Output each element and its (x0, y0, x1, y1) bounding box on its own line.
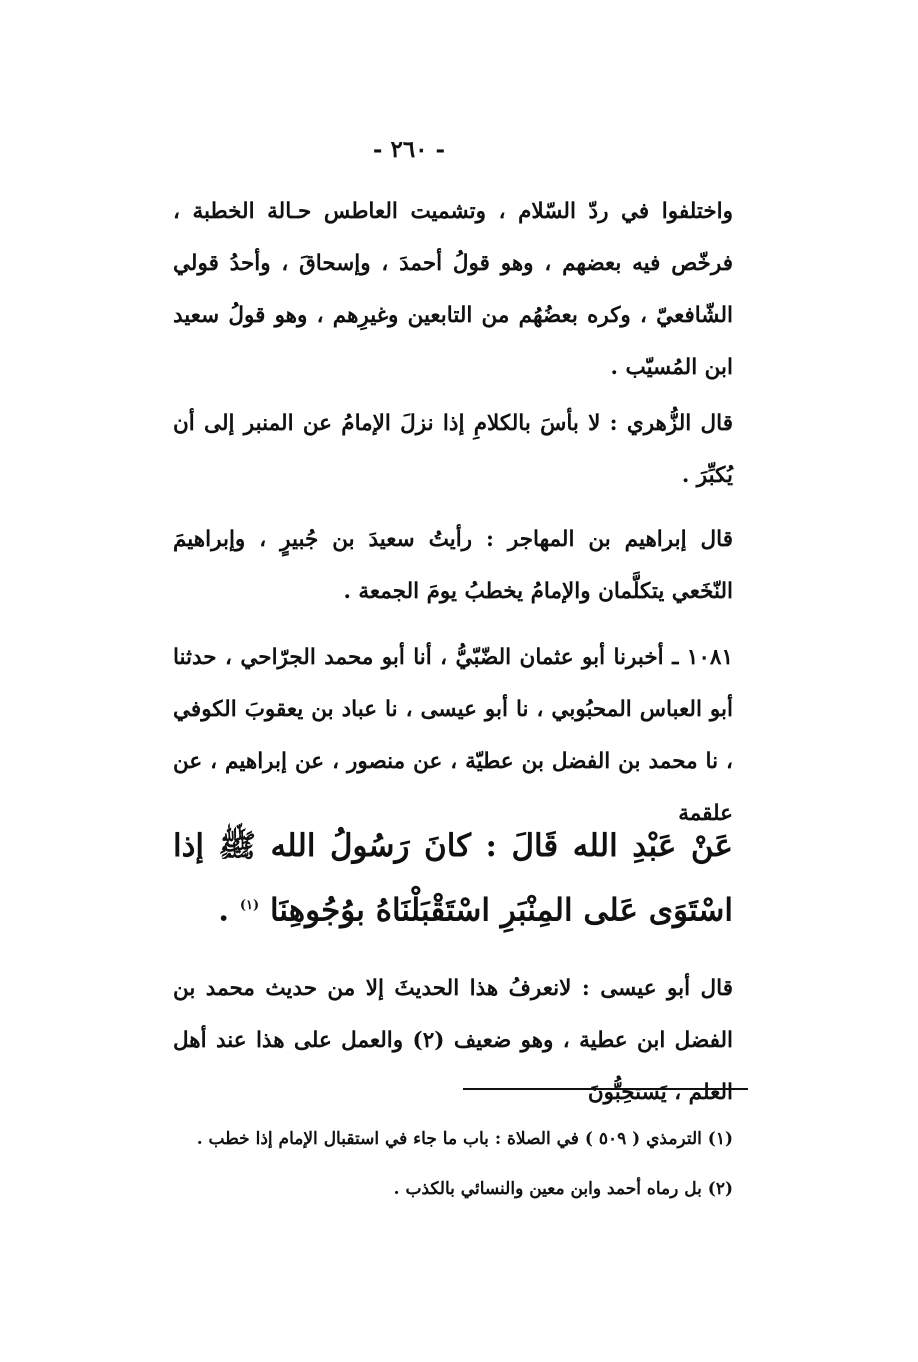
hadith-end-mark: . (218, 892, 230, 929)
hadith-body: عَنْ عَبْدِ الله قَالَ : كانَ رَسُولُ الله ﷺ إذا اسْتَوَى عَلى المِنْبَرِ اسْتَقْبَلْنَاهُ بوُجُوهِنَا (173, 828, 733, 929)
page-number: - ٢٦٠ - (372, 136, 446, 163)
hadith-text (173, 816, 733, 940)
footnotes (173, 1118, 733, 1218)
footnote-1: (١) الترمذي ( ٥٠٩ ) في الصلاة : باب ما جاء في استقبال الإمام إذا خطب . (196, 1129, 733, 1149)
paragraph-zuhri-opinion: قال الزُّهري : لا بأسَ بالكلامِ إذا نزلَ الإمامُ عن المنبر إلى أن يُكبِّرَ . (173, 411, 733, 488)
footnote-2: (٢) بل رماه أحمد وابن معين والنسائي بالكذب . (393, 1179, 733, 1199)
paragraph-abu-isa-commentary: قال أبو عيسى : لانعرفُ هذا الحديثَ إلا من حديث محمد بن الفضل ابن عطية ، وهو ضعيف (٢) والعمل على هذا عند أهل العلم ، يَستحِبُّونَ (173, 976, 733, 1105)
footnote-marker-1: (١) (239, 898, 260, 913)
paragraph-greeting-during-sermon: واختلفوا في ردّ السّلام ، وتشميت العاطس حـالة الخطبة ، فرخّص فيه بعضهم ، وهو قولُ أحمدَ ، وإسحاقَ ، وأحدُ قولي الشّافعيّ ، وكره بعضُهُم من التابعين وغيرِهم ، وهو قولُ سعيد ابن المُسيّب . (173, 199, 733, 380)
paragraph-ibrahim-report: قال إبراهيم بن المهاجر : رأيتُ سعيدَ بن جُبيرٍ ، وإبراهيمَ النّخَعي يتكلَّمان والإمامُ يخطبُ يومَ الجمعة . (173, 527, 733, 604)
footnote-divider (463, 1088, 748, 1090)
hadith-chain: ١٠٨١ ـ أخبرنا أبو عثمان الضّبّيُّ ، أنا أبو محمد الجرّاحي ، حدثنا أبو العباس المحبُوبي ، نا أبو عيسى ، نا عباد بن يعقوبَ الكوفي ، نا محمد بن الفضل بن عطيّة ، عن منصور ، عن إبراهيم ، عن علقمة (173, 645, 733, 826)
